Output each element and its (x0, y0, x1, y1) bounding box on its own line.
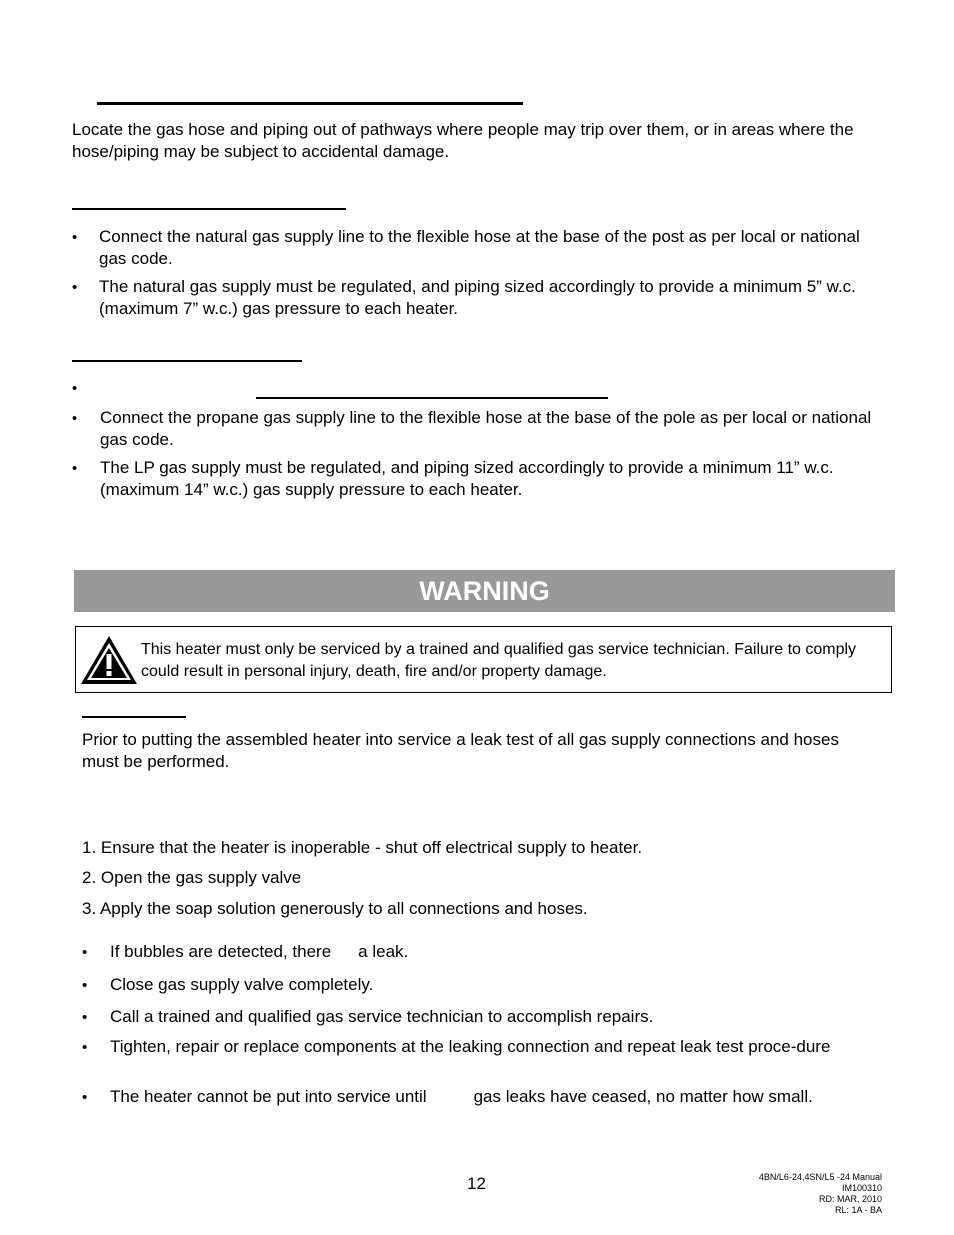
doc-line: 4BN/L6-24,4SN/L5 -24 Manual (758, 1172, 882, 1182)
propane-note-underline (256, 397, 608, 399)
leak-bullet-item: Close gas supply valve completely. (110, 975, 374, 994)
bullet-icon: • (72, 229, 78, 246)
heading-underline-location (97, 102, 523, 105)
warning-triangle-icon (79, 634, 139, 686)
doc-line: RD: MAR, 2010 (818, 1194, 882, 1204)
bullet-icon: • (72, 279, 78, 296)
warning-banner: WARNING (74, 570, 895, 612)
bullet-icon: • (82, 1089, 88, 1106)
leak-bullet-item (110, 941, 890, 963)
doc-line: IM100310 (841, 1183, 882, 1193)
document-info (759, 1172, 882, 1216)
bullet-icon: • (82, 977, 88, 994)
heading-underline-natural-gas (72, 208, 346, 210)
leak-bullet-item (110, 1086, 900, 1108)
natural-gas-item: Connect the natural gas supply line to the flexible hose at the base of the post as per local or national gas code. (99, 227, 860, 268)
warning-box (75, 626, 892, 693)
leak-bullet-item: Call a trained and qualified gas service technician to accomplish repairs. (110, 1007, 654, 1026)
propane-item: The LP gas supply must be regulated, and piping sized accordingly to provide a minimum 11” w.c. (maximum 14” w.c.) gas supply pressure to each heater. (100, 458, 834, 499)
leak-bullet-text: If bubbles are detected, there (110, 942, 332, 961)
leak-test-step: 3. Apply the soap solution generously to all connections and hoses. (82, 899, 588, 918)
bullet-icon: • (82, 1039, 88, 1056)
location-paragraph: Locate the gas hose and piping out of pathways where people may trip over them, or in areas where the hose/piping may be subject to accidental damage. (72, 120, 854, 161)
doc-line: RL: 1A - BA (834, 1205, 882, 1215)
leak-bullet-text: The heater cannot be put into service until (110, 1087, 427, 1106)
page-number: 12 (467, 1174, 486, 1193)
heading-underline-leak-test (82, 716, 186, 718)
bullet-icon: • (72, 460, 78, 477)
leak-bullet-text: a leak. (358, 942, 409, 961)
bullet-icon: • (82, 1009, 88, 1026)
leak-bullet-text: gas leaks have ceased, no matter how small. (473, 1087, 813, 1106)
bullet-icon: • (82, 944, 88, 961)
leak-test-intro: Prior to putting the assembled heater into service a leak test of all gas supply connections and hoses must be performed. (82, 730, 839, 771)
leak-test-step: 2. Open the gas supply valve (82, 868, 302, 887)
bullet-icon: • (72, 410, 78, 427)
propane-item: Connect the propane gas supply line to the flexible hose at the base of the pole as per local or national gas code. (100, 408, 872, 449)
leak-test-step: 1. Ensure that the heater is inoperable - shut off electrical supply to heater. (82, 838, 643, 857)
warning-text: This heater must only be serviced by a trained and qualified gas service technician. Failure to comply could result in personal injury, death, fire and/or property damage. (141, 641, 857, 680)
bullet-icon: • (72, 380, 78, 397)
natural-gas-item: The natural gas supply must be regulated, and piping sized accordingly to provide a minimum 5” w.c. (maximum 7” w.c.) gas pressure to each heater. (99, 277, 856, 318)
leak-bullet-item: Tighten, repair or replace components at the leaking connection and repeat leak test proce-dure (110, 1037, 831, 1056)
heading-underline-propane (72, 360, 302, 362)
